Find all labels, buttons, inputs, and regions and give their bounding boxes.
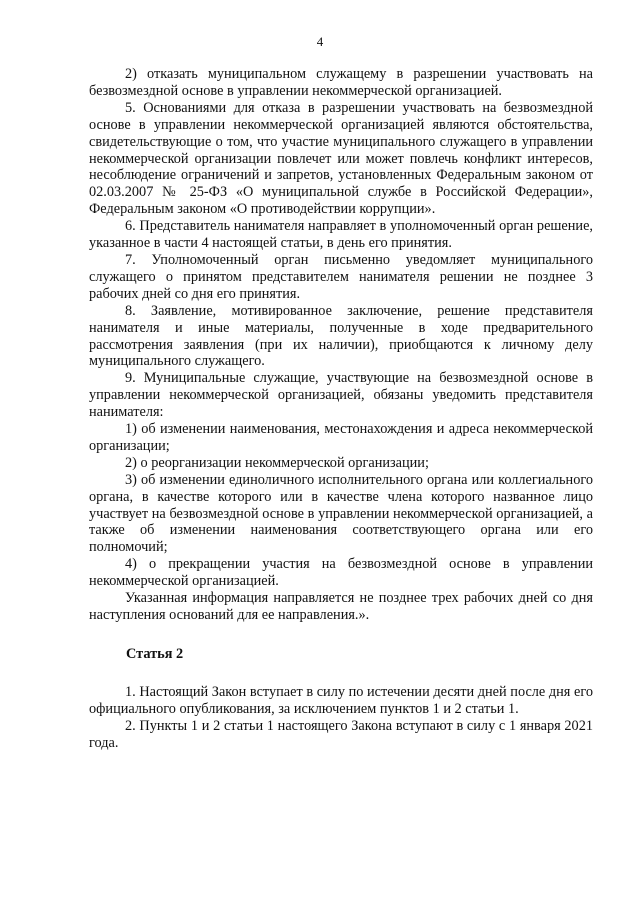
- article-heading: Статья 2: [126, 645, 184, 662]
- paragraph-info-deadline: Указанная информация направляется не позднее трех рабочих дней со дня наступления оснований для ее направления.».: [89, 590, 593, 623]
- list-item-termination: 4) о прекращении участия на безвозмездной основе в управлении некоммерческой организацией.: [89, 556, 593, 590]
- spacer: [89, 663, 593, 684]
- paragraph-decision-sent: 6. Представитель нанимателя направляет в уполномоченный орган решение, указанное в части 4 настоящей статьи, в день его принятия.: [89, 218, 593, 252]
- paragraph-grounds-for-refusal: 5. Основаниями для отказа в разрешении участвовать на безвозмездной основе в управлении некоммерческой организацией являются обстоятельства, свидетельствующие о том, что участие муниципального служащего в управлении некоммерческой организации повлечет или может повлечь конфликт интересов, несоблюдение ограничений и запретов, установленных Федеральным законом от 02.03.2007 № 25-ФЗ «О муниципальной службе в Российской Федерации», Федеральным законом «О противодействии коррупции».: [89, 99, 593, 218]
- paragraph-written-notice: 7. Уполномоченный орган письменно уведомляет муниципального служащего о принятом представителем нанимателя решении не позднее 3 рабочих дней со дня его принятия.: [89, 251, 593, 302]
- paragraph-effective-2021: 2. Пункты 1 и 2 статьи 1 настоящего Закона вступают в силу с 1 января 2021 года.: [89, 717, 593, 751]
- spacer: [89, 624, 593, 646]
- list-item-reorganization: 2) о реорганизации некоммерческой организации;: [125, 454, 429, 471]
- paragraph-law-effective: 1. Настоящий Закон вступает в силу по истечении десяти дней после дня его официального опубликования, за исключением пунктов 1 и 2 статьи 1.: [89, 683, 593, 717]
- page-number: 4: [316, 34, 324, 49]
- list-item-name-change: 1) об изменении наименования, местонахождения и адреса некоммерческой организации;: [89, 421, 593, 454]
- document-body: [89, 66, 593, 752]
- paragraph-refuse-permission: 2) отказать муниципальном служащему в разрешении участвовать на безвозмездной основе в управлении некоммерческой организацией.: [89, 66, 593, 99]
- paragraph-duty-to-notify: 9. Муниципальные служащие, участвующие на безвозмездной основе в управлении некоммерческой организацией, обязаны уведомить представителя нанимателя:: [89, 370, 593, 421]
- paragraph-personal-file: 8. Заявление, мотивированное заключение, решение представителя нанимателя и иные материалы, полученные в ходе предварительного рассмотрения заявления (при их наличии), приобщаются к личному делу муниципального служащего.: [89, 302, 593, 370]
- list-item-body-change: 3) об изменении единоличного исполнительного органа или коллегиального органа, в качестве которого или в качестве члена которого названное лицо участвует на безвозмездной основе в управлении некоммерческой организацией, а также об изменении наименования соответствующего органа или его полномочий;: [89, 471, 593, 556]
